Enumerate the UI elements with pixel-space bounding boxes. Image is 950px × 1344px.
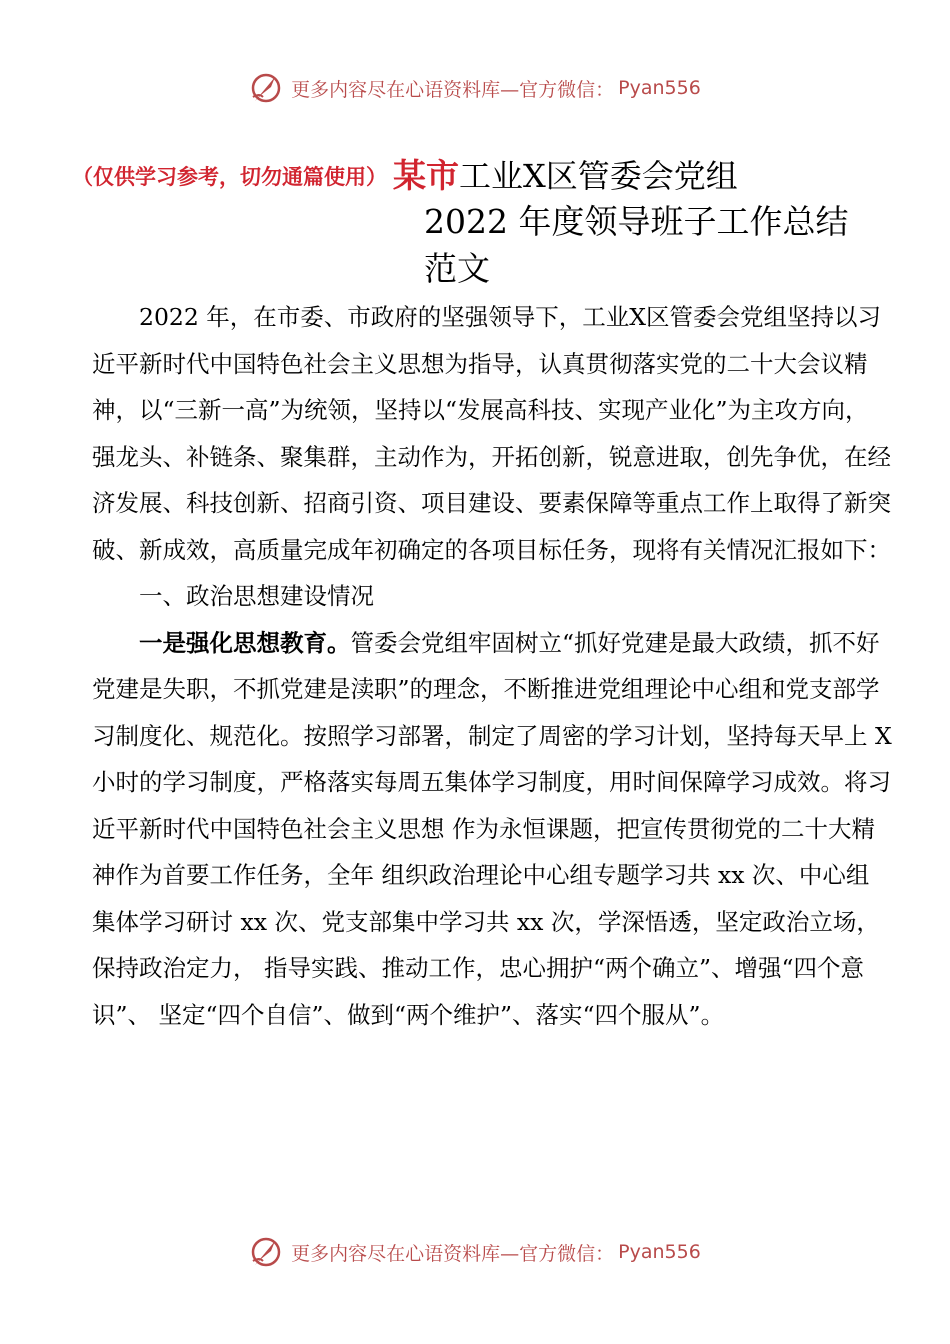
title-line-1 [72,150,738,197]
footer-watermark [0,1230,950,1274]
title-brand: 某市 [393,156,459,195]
watermark-wechat-id: Pyan556 [618,1241,701,1263]
usage-note: （仅供学习参考，切勿通篇使用） [72,165,387,189]
quill-pen-logo-icon [249,1235,283,1269]
quill-pen-logo-icon [249,71,283,105]
document-body [92,294,892,1038]
section-heading: 一、政治思想建设情况 [139,582,374,610]
watermark-text: 更多内容尽在心语资料库—官方微信： [291,1242,615,1265]
watermark-wechat-id: Pyan556 [618,77,701,99]
title-line-3: 范文 [424,249,490,288]
point-paragraph [92,620,892,1039]
watermark-text: 更多内容尽在心语资料库—官方微信： [291,78,615,101]
title-line-2: 2022 年度领导班子工作总结 [424,202,849,241]
title-text-1: 工业Ⅹ区管委会党组 [459,157,738,195]
point-text: 管委会党组牢固树立“抓好党建是最大政绩，抓不好党建是失职，不抓党建是渎职”的理念，不断推进党组理论中心组和党支部学习制度化、规范化。按照学习部署，制定了周密的学习计划，坚持每天早上 X 小时的学习制度，严格落实每周五集体学习制度，用时间保障学习成效。将习近平新时代中国特色社会主义思想 作为永恒课题，把宣传贯彻党的二十大精神作为首要工作任务，全年 组织政治理论中心组专题学习共 xx 次、中心组集体学习研讨 xx 次、党支部集中学习共 xx 次，学深悟透，坚定政治立场，保持政治定力， 指导实践、推动工作，忠心拥护“两个确立”、增强“四个意识”、 坚定“四个自信”、做到“两个维护”、落实“四个服从”。 [92,628,892,1029]
header-watermark [0,66,950,110]
intro-paragraph: 2022 年，在市委、市政府的坚强领导下，工业Ⅹ区管委会党组坚持以习近平新时代中国特色社会主义思想为指导，认真贯彻落实党的二十大会议精神，以“三新一高”为统领，坚持以“发展高科技、实现产业化”为主攻方向，强龙头、补链条、聚集群，主动作为，开拓创新，锐意进取，创先争优，在经济发展、科技创新、招商引资、项目建设、要素保障等重点工作上取得了新突破、新成效，高质量完成年初确定的各项目标任务，现将有关情况汇报如下： [92,303,891,564]
point-lead: 一是强化思想教育。 [139,628,351,657]
